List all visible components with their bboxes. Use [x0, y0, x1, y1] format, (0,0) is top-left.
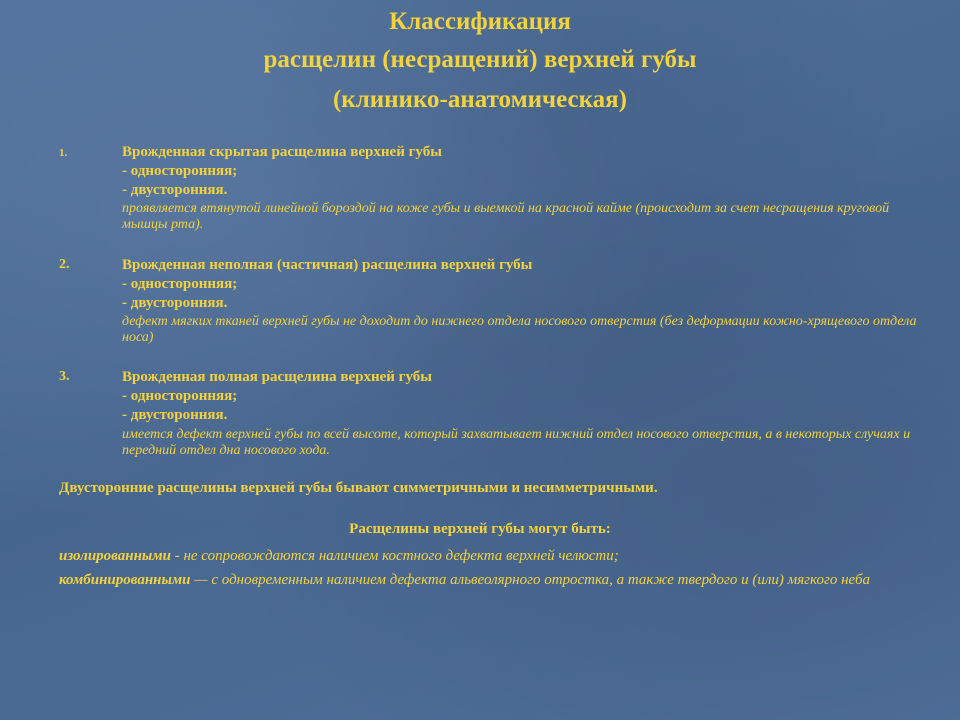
section-1-number: 1.: [59, 147, 68, 159]
section-2-description: дефект мягких тканей верхней губы не доходит до нижнего отдела носового отверстия (без деформации кожно-хрящевого отдела носа): [122, 314, 917, 345]
type-combined: [59, 570, 929, 590]
type-isolated-description: - не сопровождаются наличием костного дефекта верхней челюсти;: [170, 548, 619, 564]
page-title-line3: (клинико-анатомическая): [332, 86, 627, 113]
type-combined-description: — с одновременным наличием дефекта альвеолярного отростка, а также твердого и (или) мягкого неба: [190, 572, 871, 588]
section-1-option-bilateral: - двусторонняя.: [122, 182, 228, 198]
section-3-description: имеется дефект верхней губы по всей высоте, который захватывает нижний отдел носового отверстия, а в некоторых случаях и передний отдел дна носового хода.: [122, 427, 911, 458]
page-title-line1: Классификация: [389, 8, 571, 35]
section-2-number: 2.: [59, 257, 70, 272]
section-3-number: 3.: [59, 369, 70, 384]
section-2-heading: Врожденная неполная (частичная) расщелина верхней губы: [122, 257, 533, 273]
section-1-option-unilateral: - односторонняя;: [122, 163, 238, 179]
section-3-heading: Врожденная полная расщелина верхней губы: [122, 369, 433, 385]
type-isolated-term: изолированными: [59, 548, 171, 564]
section-1-heading: Врожденная скрытая расщелина верхней губы: [122, 144, 442, 160]
section-3-option-bilateral: - двусторонняя.: [122, 407, 228, 423]
type-isolated: [59, 546, 929, 566]
type-combined-term: комбинированными: [59, 572, 191, 588]
section-2-option-unilateral: - односторонняя;: [122, 276, 238, 292]
section-3-option-unilateral: - односторонняя;: [122, 388, 238, 404]
page-title-line2: расщелин (несращений) верхней губы: [263, 46, 697, 73]
section-2-option-bilateral: - двусторонняя.: [122, 295, 228, 311]
bilateral-summary: Двусторонние расщелины верхней губы бывают симметричными и несимметричными.: [59, 480, 658, 496]
section-1-description: проявляется втянутой линейной бороздой на коже губы и выемкой на красной кайме (происходит за счет несращения круговой мышцы рта).: [122, 201, 890, 232]
types-heading: Расщелины верхней губы могут быть:: [349, 521, 611, 537]
